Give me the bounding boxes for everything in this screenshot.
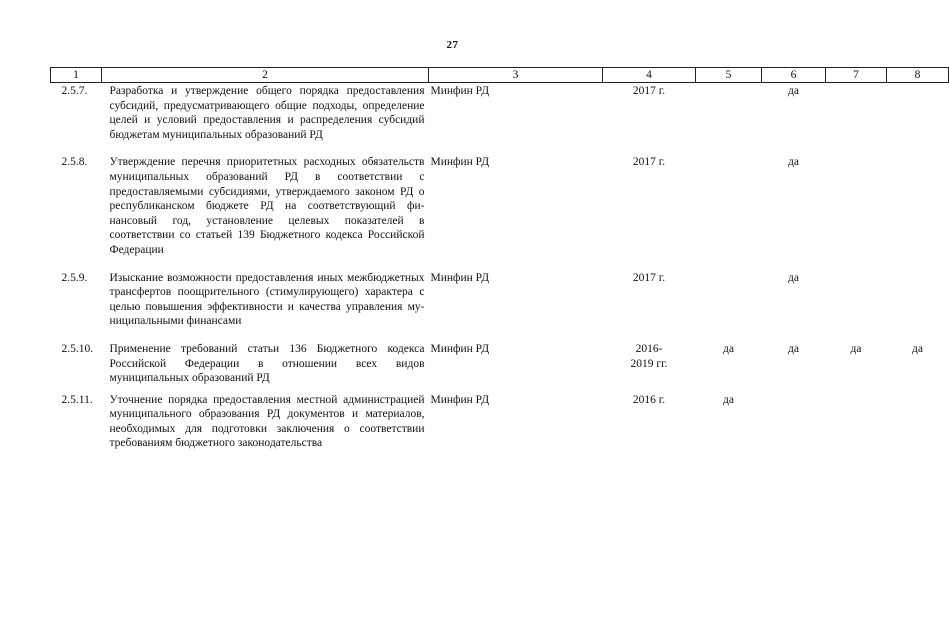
col-7-flag [826,392,887,451]
col-8-flag [887,154,949,257]
col-7-flag [826,83,887,143]
measure-name: Разработка и утверждение общего порядка предоставления субсидий, предусматривающего общие подходы, определение целей и условий предоставления и распределения субсидий бюджетам муниципальных образований РД [109,85,425,141]
col-8-flag [887,83,949,143]
col-6-flag: да [788,342,799,355]
col-7-flag [826,154,887,257]
measure-name: Утверждение перечня приоритетных расходных обязательств муниципальных образований РД в соответствии с предоставляемыми субсидиями, утверждаемого законом РД о республиканском бюджете РД на соответствующий финансовый год, установление целевых показателей в соответствии со статьей 139 Бюджетного кодекса Российской Федерации [109,156,425,256]
col-6-flag [762,392,826,451]
executor: Минфин РД [430,156,490,169]
table-row [51,83,949,143]
executor: Минфин РД [430,393,490,406]
page-number: 27 [446,39,459,51]
table-header-row [51,68,949,83]
table-row [51,392,949,451]
header-col-4: 4 [603,68,696,83]
col-8-flag [887,270,949,329]
col-5-flag [696,154,762,257]
measure-name: Применение требований статьи 136 Бюджетного кодекса Российской Федерации в отношении всех видов муниципальных образований РД [109,342,425,385]
row-number: 2.5.8. [61,156,88,169]
col-5-flag: да [723,393,734,406]
col-7-flag: да [850,342,862,355]
measures-table [50,67,949,451]
term: 2016- 2019 гг. [630,342,668,370]
header-col-8: 8 [887,68,949,83]
row-number: 2.5.10. [61,342,94,355]
col-7-flag [826,270,887,329]
header-col-7: 7 [826,68,887,83]
header-col-1: 1 [51,68,102,83]
table-row [51,341,949,386]
term: 2017 г. [632,156,666,169]
col-8-flag: да [912,342,923,355]
col-6-flag: да [788,156,799,169]
term: 2017 г. [632,271,666,284]
measure-name: Уточнение порядка предоставления местной администрацией муниципального образования РД документов и материалов, необходимых для подготовки заключения о соответствии требованиям бюджетного законодательства [109,393,425,450]
term: 2017 г. [632,85,666,97]
header-col-6: 6 [762,68,826,83]
term: 2016 г. [632,393,666,406]
header-col-2: 2 [102,68,429,83]
table-row [51,154,949,257]
executor: Минфин РД [430,271,490,284]
row-number: 2.5.11. [61,393,93,406]
row-number: 2.5.7. [61,85,88,97]
executor: Минфин РД [430,85,490,97]
executor: Минфин РД [430,342,490,355]
col-8-flag [887,392,949,451]
table-row [51,270,949,329]
col-5-flag: да [723,342,734,355]
header-col-5: 5 [696,68,762,83]
row-number: 2.5.9. [61,271,88,284]
col-5-flag [696,83,762,143]
col-5-flag [696,270,762,329]
measure-name: Изыскание возможности предоставления иных межбюджетных трансфертов поощрительного (стимулирующего) характера с целью повышения эффективности и качества управления муниципальными финансами [109,271,425,328]
col-6-flag: да [788,85,799,97]
col-6-flag: да [788,271,799,284]
header-col-3: 3 [429,68,603,83]
